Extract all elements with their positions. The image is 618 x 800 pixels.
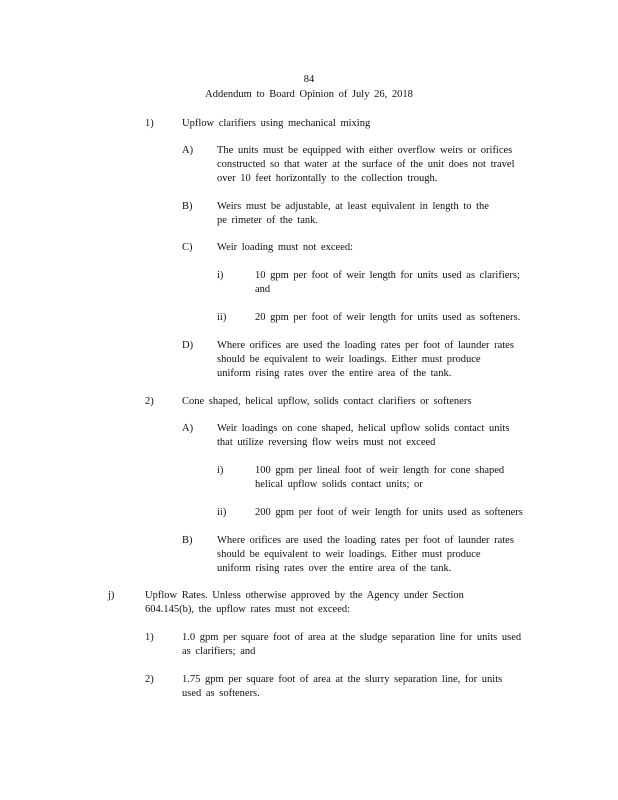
item-1a-line: over 10 feet horizontally to the collection trough. (217, 173, 438, 184)
item-1b-line: pe rimeter of the tank. (217, 215, 319, 226)
item-1a-marker: A) (182, 145, 194, 156)
subitem-1c-i-line: 10 gpm per foot of weir length for units used as clarifiers; (255, 270, 520, 281)
item-2b-marker: B) (182, 535, 193, 546)
subitem-1c-ii-marker: ii) (217, 312, 227, 323)
item-j1-line: as clarifiers; and (182, 646, 256, 657)
item-1d-line: Where orifices are used the loading rates per foot of launder rates (217, 340, 514, 351)
subitem-2a-ii-marker: ii) (217, 507, 227, 518)
item-j1-marker: 1) (145, 632, 154, 643)
item-2a-line: that utilize reversing flow weirs must not exceed (217, 437, 436, 448)
item-1a-line: The units must be equipped with either overflow weirs or orifices (217, 145, 513, 156)
item-2b-line: should be equivalent to weir loadings. Either must produce (217, 549, 481, 560)
item-j2-marker: 2) (145, 674, 154, 685)
item-1d-line: uniform rising rates over the entire area of the tank. (217, 368, 452, 379)
section-2-heading: Cone shaped, helical upflow, solids contact clarifiers or softeners (182, 396, 472, 407)
item-2a-line: Weir loadings on cone shaped, helical upflow solids contact units (217, 423, 510, 434)
section-j-marker: j) (108, 590, 115, 601)
item-1b-line: Weirs must be adjustable, at least equivalent in length to the (217, 201, 489, 212)
item-2a-marker: A) (182, 423, 194, 434)
section-2-marker: 2) (145, 396, 154, 407)
item-j2-line: used as softeners. (182, 688, 260, 699)
item-1a-line: constructed so that water at the surface of the unit does not travel (217, 159, 515, 170)
item-1c-line: Weir loading must not exceed: (217, 242, 354, 253)
subitem-2a-ii-line: 200 gpm per foot of weir length for units used as softeners (255, 507, 523, 518)
item-j2-line: 1.75 gpm per square foot of area at the slurry separation line, for units (182, 674, 503, 685)
page-number: 84 (303, 74, 315, 85)
item-2b-line: Where orifices are used the loading rates per foot of launder rates (217, 535, 514, 546)
subitem-2a-i-line: helical upflow solids contact units; or (255, 479, 423, 490)
subitem-2a-i-marker: i) (217, 465, 224, 476)
section-1-marker: 1) (145, 118, 154, 129)
item-2b-line: uniform rising rates over the entire area of the tank. (217, 563, 452, 574)
section-1-heading: Upflow clarifiers using mechanical mixing (182, 118, 371, 129)
subitem-2a-i-line: 100 gpm per lineal foot of weir length for cone shaped (255, 465, 505, 476)
section-j-line: Upflow Rates. Unless otherwise approved by the Agency under Section (145, 590, 464, 601)
subitem-1c-i-marker: i) (217, 270, 224, 281)
subitem-1c-i-line: and (255, 284, 271, 295)
item-j1-line: 1.0 gpm per square foot of area at the sludge separation line for units used (182, 632, 522, 643)
subitem-1c-ii-line: 20 gpm per foot of weir length for units used as softeners. (255, 312, 521, 323)
item-1b-marker: B) (182, 201, 193, 212)
section-j-line: 604.145(b), the upflow rates must not exceed: (145, 604, 351, 615)
item-1c-marker: C) (182, 242, 193, 253)
item-1d-marker: D) (182, 340, 194, 351)
item-1d-line: should be equivalent to weir loadings. Either must produce (217, 354, 481, 365)
page-subtitle: Addendum to Board Opinion of July 26, 2018 (205, 89, 413, 100)
